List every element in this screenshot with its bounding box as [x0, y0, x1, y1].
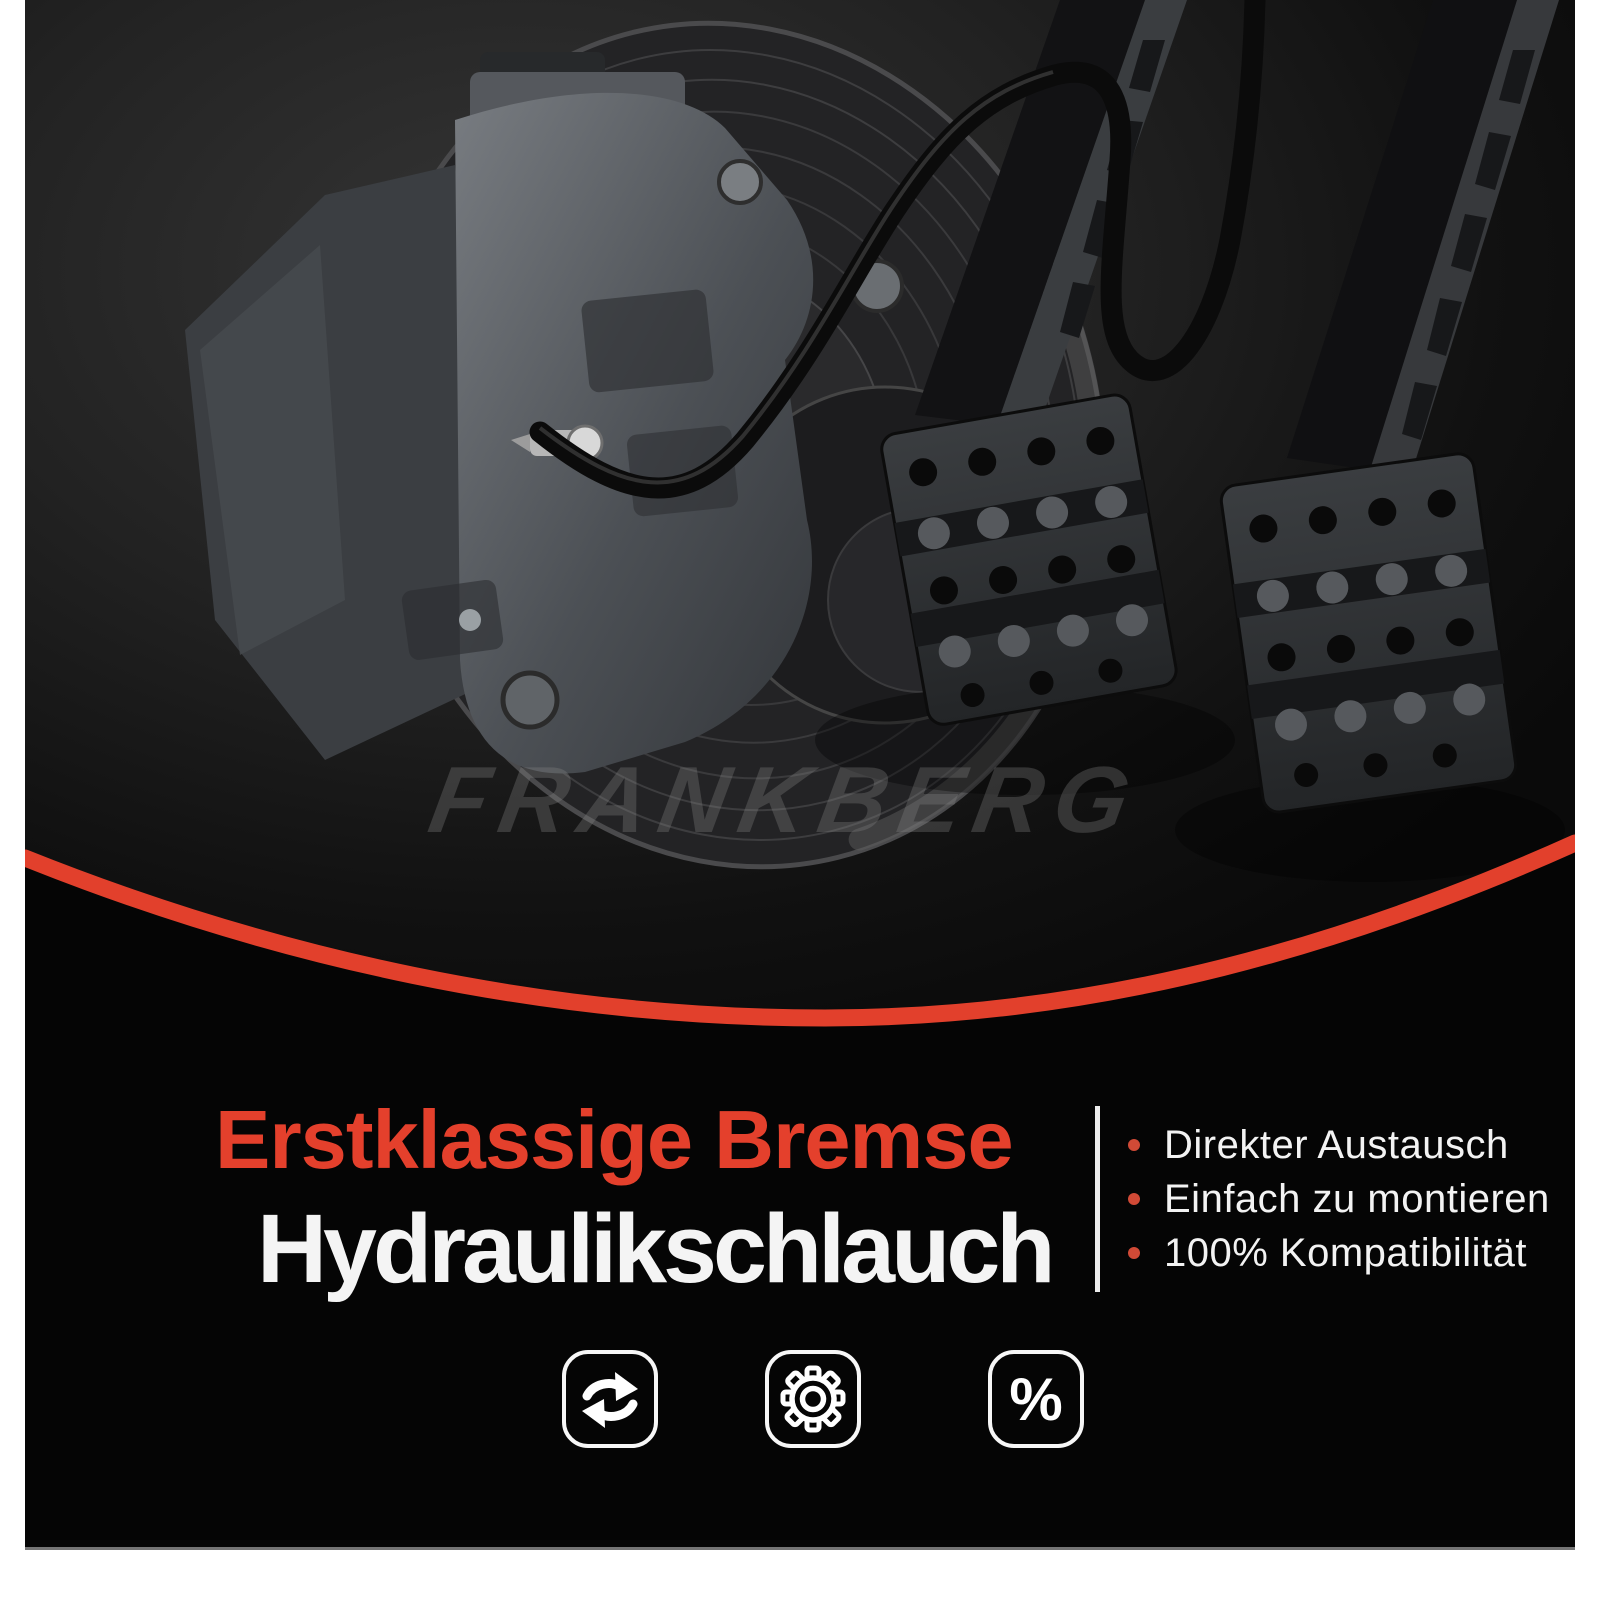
pedal-pad-right — [1219, 452, 1517, 814]
feature-label: Einfach zu montieren — [1164, 1176, 1550, 1221]
feature-list — [1128, 1118, 1550, 1280]
percent-badge — [988, 1350, 1084, 1448]
bullet-dot — [1128, 1193, 1140, 1205]
feature-label: Direkter Austausch — [1164, 1122, 1509, 1167]
ad-canvas — [25, 0, 1575, 1550]
headline-main: Hydraulikschlauch — [257, 1194, 1052, 1303]
swap-arrows-icon — [566, 1354, 654, 1444]
feature-label: 100% Kompatibilität — [1164, 1230, 1528, 1275]
percent-icon — [992, 1354, 1080, 1444]
swap-arrows-badge — [562, 1350, 658, 1448]
vertical-divider — [1095, 1106, 1100, 1292]
percent-glyph: % — [1009, 1366, 1063, 1433]
headline-accent: Erstklassige Bremse — [215, 1093, 1013, 1186]
gear-icon — [769, 1354, 857, 1444]
bullet-dot — [1128, 1139, 1140, 1151]
feature-item — [1128, 1118, 1550, 1172]
pedal-pad-left — [879, 393, 1178, 727]
gear-badge — [765, 1350, 861, 1448]
bullet-dot — [1128, 1247, 1140, 1259]
feature-item — [1128, 1172, 1550, 1226]
feature-item — [1128, 1226, 1550, 1280]
brand-watermark: FRANKBERG — [422, 747, 1150, 853]
brake-assembly-photo — [25, 0, 1575, 1040]
